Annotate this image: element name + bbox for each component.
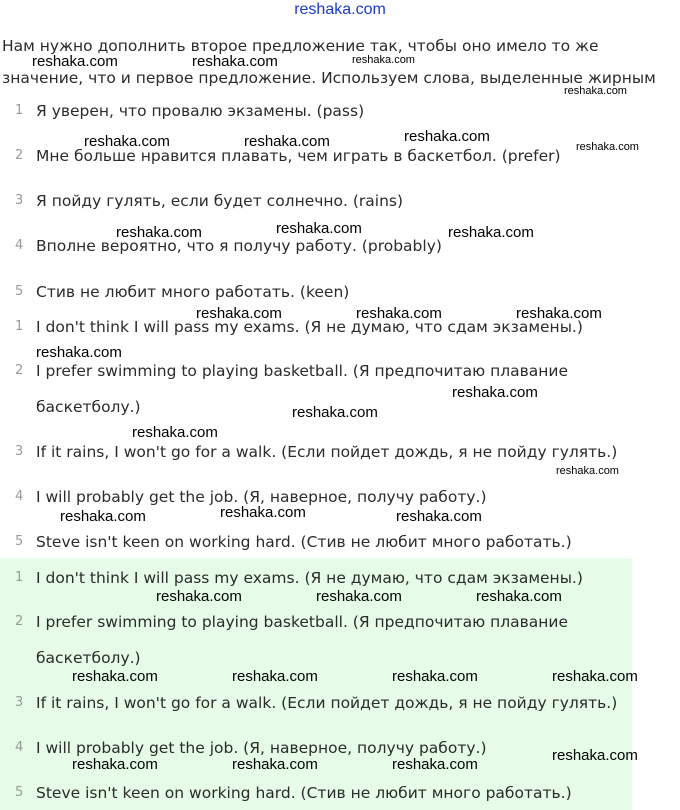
- watermark: reshaka.com: [476, 588, 562, 605]
- watermark: reshaka.com: [404, 128, 490, 145]
- watermark: reshaka.com: [156, 588, 242, 605]
- watermark: reshaka.com: [448, 224, 534, 241]
- task-intro: Нам нужно дополнить второе предложение так, чтобы оно имело то же значение, что и первое предложение. Используем слова, выделенные жирным: [2, 37, 656, 87]
- item-text: I will probably get the job. (Я, наверное, получу работу.): [36, 739, 487, 757]
- watermark: reshaka.com: [72, 756, 158, 773]
- item-text: Steve isn't keen on working hard. (Стив не любит много работать.): [36, 784, 572, 802]
- watermark: reshaka.com: [116, 224, 202, 241]
- item-text: I don't think I will pass my exams. (Я не думаю, что сдам экзамены.): [36, 318, 583, 336]
- item-text: I prefer swimming to playing basketball. (Я предпочитаю плавание: [36, 613, 569, 631]
- item-number: 4: [15, 489, 24, 504]
- watermark: reshaka.com: [552, 668, 638, 685]
- item-number: 4: [15, 740, 24, 755]
- item-number: 5: [15, 534, 24, 549]
- item-text: Мне больше нравится плавать, чем играть в баскетбол. (prefer): [36, 147, 561, 165]
- item-number: 1: [15, 319, 24, 334]
- site-title-link[interactable]: reshaka.com: [294, 1, 386, 18]
- watermark: reshaka.com: [352, 54, 415, 66]
- watermark: reshaka.com: [72, 668, 158, 685]
- watermark: reshaka.com: [32, 53, 118, 70]
- item-text: I prefer swimming to playing basketball. (Я предпочитаю плавание: [36, 362, 569, 380]
- item-number: 2: [15, 614, 24, 629]
- watermark: reshaka.com: [452, 384, 538, 401]
- watermark: reshaka.com: [232, 668, 318, 685]
- item-text-continuation: баскетболу.): [36, 649, 141, 667]
- watermark: reshaka.com: [60, 508, 146, 525]
- watermark: reshaka.com: [132, 424, 218, 441]
- item-number: 3: [15, 695, 24, 710]
- item-text-continuation: баскетболу.): [36, 398, 141, 416]
- item-text: If it rains, I won't go for a walk. (Если пойдет дождь, я не пойду гулять.): [36, 443, 618, 461]
- item-number: 5: [15, 785, 24, 800]
- item-number: 3: [15, 193, 24, 208]
- watermark: reshaka.com: [516, 305, 602, 322]
- watermark: reshaka.com: [36, 344, 122, 361]
- item-number: 2: [15, 363, 24, 378]
- watermark: reshaka.com: [564, 85, 627, 97]
- item-text: I don't think I will pass my exams. (Я не думаю, что сдам экзамены.): [36, 569, 583, 587]
- watermark: reshaka.com: [220, 504, 306, 521]
- watermark: reshaka.com: [576, 141, 639, 153]
- item-text: I will probably get the job. (Я, наверное, получу работу.): [36, 488, 487, 506]
- watermark: reshaka.com: [316, 588, 402, 605]
- watermark: reshaka.com: [556, 465, 619, 477]
- item-text: Стив не любит много работать. (keen): [36, 283, 350, 301]
- item-number: 1: [15, 570, 24, 585]
- watermark: reshaka.com: [232, 756, 318, 773]
- item-text: If it rains, I won't go for a walk. (Если пойдет дождь, я не пойду гулять.): [36, 694, 618, 712]
- watermark: reshaka.com: [356, 305, 442, 322]
- watermark: reshaka.com: [244, 133, 330, 150]
- watermark: reshaka.com: [276, 220, 362, 237]
- watermark: reshaka.com: [392, 668, 478, 685]
- item-text: Я пойду гулять, если будет солнечно. (rains): [36, 192, 404, 210]
- item-text: Steve isn't keen on working hard. (Стив не любит много работать.): [36, 533, 572, 551]
- watermark: reshaka.com: [396, 508, 482, 525]
- item-number: 2: [15, 148, 24, 163]
- watermark: reshaka.com: [552, 747, 638, 764]
- item-text: Вполне вероятно, что я получу работу. (probably): [36, 237, 442, 255]
- item-number: 4: [15, 238, 24, 253]
- watermark: reshaka.com: [84, 133, 170, 150]
- item-number: 5: [15, 284, 24, 299]
- item-number: 1: [15, 103, 24, 118]
- watermark: reshaka.com: [292, 404, 378, 421]
- item-text: Я уверен, что провалю экзамены. (pass): [36, 102, 365, 120]
- watermark: reshaka.com: [392, 756, 478, 773]
- watermark: reshaka.com: [192, 53, 278, 70]
- watermark: reshaka.com: [196, 305, 282, 322]
- item-number: 3: [15, 444, 24, 459]
